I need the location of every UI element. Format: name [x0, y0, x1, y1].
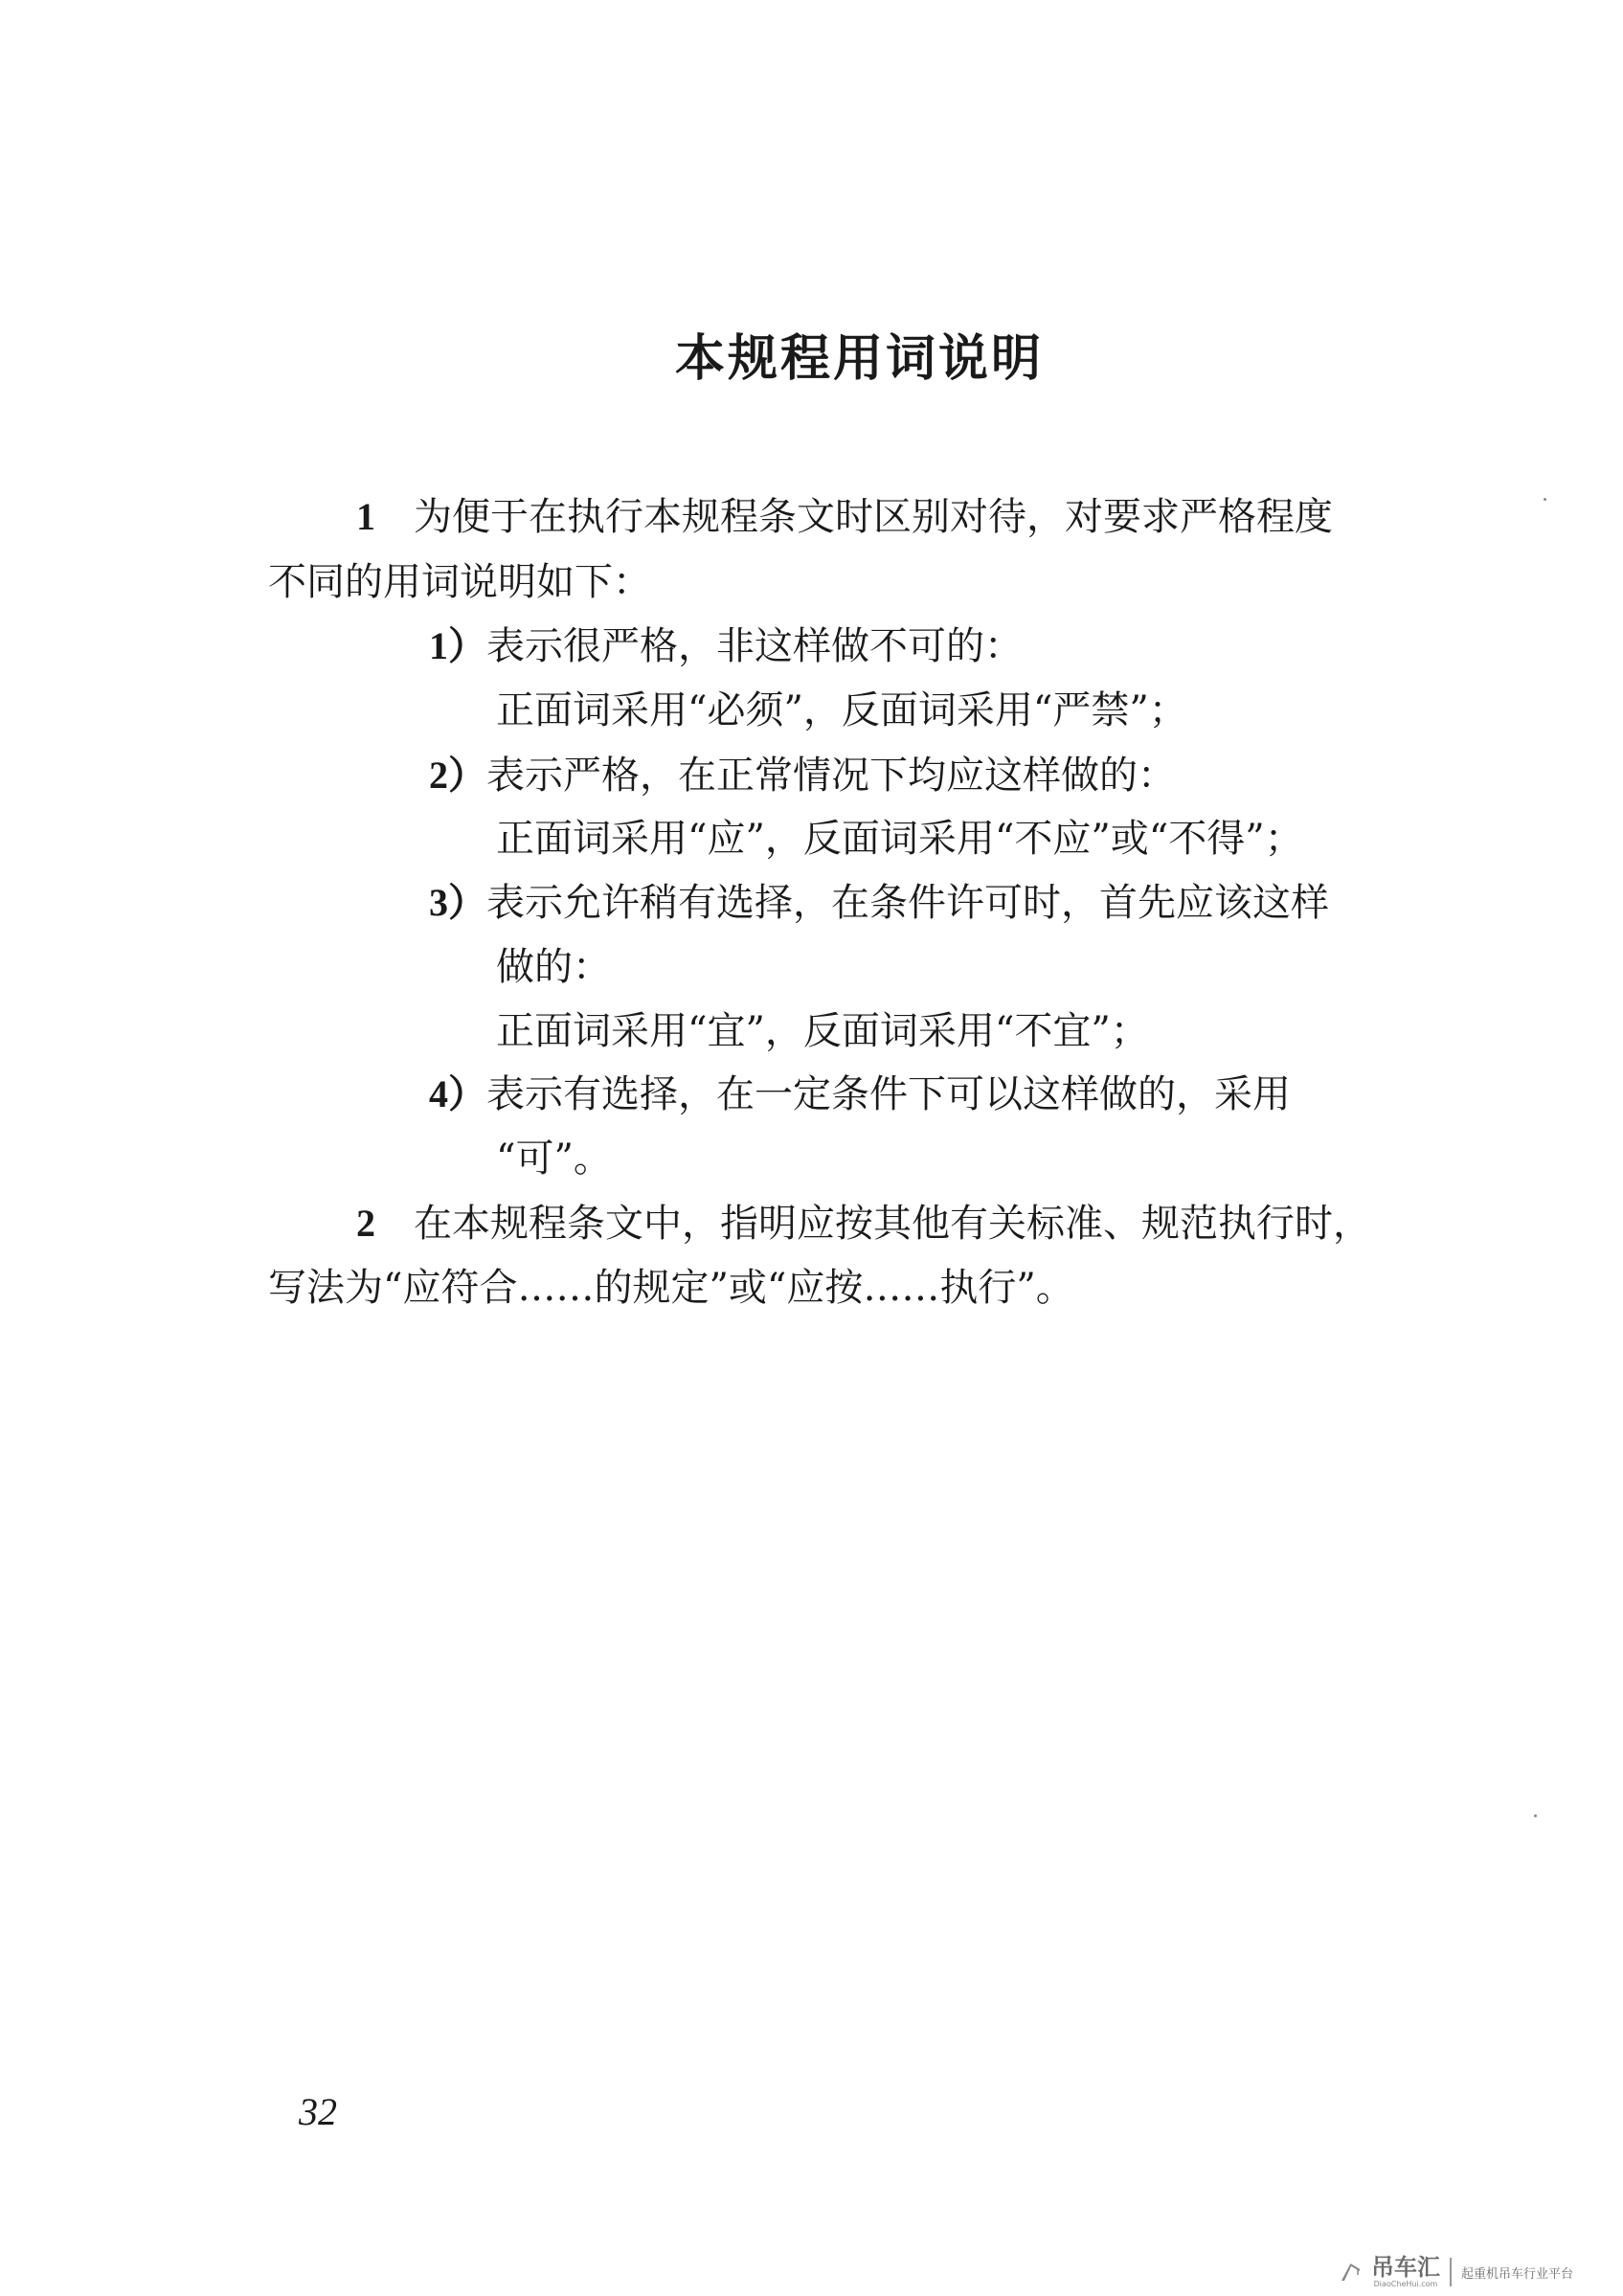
page-number: 32	[299, 2090, 337, 2133]
watermark-name: 吊车汇	[1370, 2254, 1440, 2281]
sub-item-3-text-line1: 表示允许稍有选择，在条件许可时，首先应该这样	[486, 881, 1329, 925]
item-2-number: 2	[356, 1202, 375, 1245]
scan-speck	[1534, 1814, 1537, 1817]
sub-item-2-text-line1: 表示严格，在正常情况下均应这样做的：	[486, 754, 1176, 798]
sub-item-2-first-line	[429, 747, 1176, 804]
item-2-text-line2: 写法为“应符合……的规定”或“应按……执行”。	[268, 1266, 1074, 1310]
crane-logo-icon	[1339, 2261, 1362, 2284]
scan-speck	[1544, 498, 1546, 501]
item-1-text-line1: 为便于在执行本规程条文时区别对待，对要求严格程度	[414, 495, 1333, 539]
sub-item-2-text-line2: 正面词采用“应”，反面词采用“不应”或“不得”；	[496, 817, 1303, 861]
sub-item-1-first-line	[429, 618, 1023, 675]
item-1-number: 1	[356, 495, 375, 538]
sub-item-4-first-line	[429, 1066, 1291, 1123]
watermark	[1339, 2256, 1573, 2288]
item-1-first-line	[356, 488, 1333, 546]
item-2-text-line1: 在本规程条文中，指明应按其他有关标准、规范执行时，	[414, 1202, 1371, 1246]
sub-item-1-text-line2: 正面词采用“必须”，反面词采用“严禁”；	[496, 688, 1187, 732]
page-title: 本规程用词说明	[674, 329, 1044, 388]
sub-item-3-first-line	[429, 874, 1329, 932]
sub-item-3-number: 3）	[429, 881, 486, 924]
sub-item-3-text-line3: 正面词采用“宜”，反面词采用“不宜”；	[496, 1009, 1149, 1053]
sub-item-4-number: 4）	[429, 1072, 486, 1115]
sub-item-1-number: 1）	[429, 624, 486, 667]
watermark-logo	[1371, 2256, 1440, 2288]
watermark-divider	[1450, 2258, 1452, 2286]
item-2-first-line	[356, 1195, 1371, 1252]
sub-item-4-text-line1: 表示有选择，在一定条件下可以这样做的，采用	[486, 1072, 1291, 1116]
sub-item-1-text-line1: 表示很严格，非这样做不可的：	[486, 624, 1023, 668]
sub-item-2-number: 2）	[429, 754, 486, 797]
watermark-site: DiaoCheHui.com	[1373, 2280, 1438, 2288]
item-1-text-line2: 不同的用词说明如下：	[268, 560, 651, 604]
sub-item-3-text-line2: 做的：	[496, 945, 611, 989]
watermark-slogan: 起重机吊车行业平台	[1460, 2266, 1573, 2282]
sub-item-4-text-line2: “可”。	[496, 1137, 612, 1181]
